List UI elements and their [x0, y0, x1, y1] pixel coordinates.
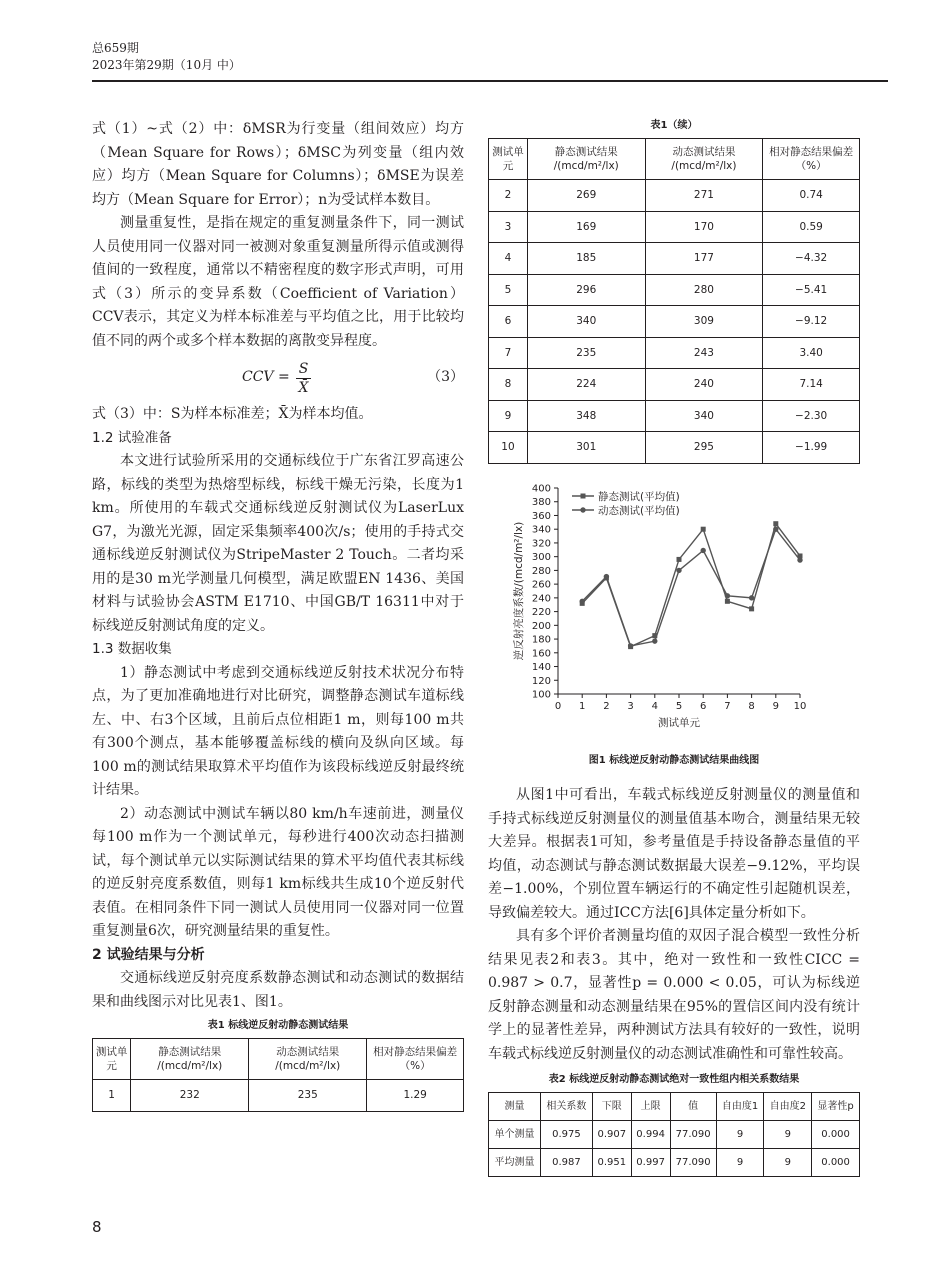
y-tick-label: 140 — [531, 661, 551, 673]
paragraph-formula-notes — [92, 118, 464, 212]
table-cell: 9 — [764, 1121, 812, 1149]
header-rule — [92, 80, 888, 82]
y-tick-label: 380 — [531, 496, 551, 508]
table-cell: 232 — [131, 1080, 249, 1112]
table2-caption: 表2 标线逆反射动静态测试绝对一致性组内相关系数结果 — [548, 1074, 800, 1085]
table-cell: 1 — [93, 1080, 131, 1112]
data-point-dynamic — [773, 526, 778, 531]
table-cell: 4 — [489, 243, 528, 275]
header-issue-date: 2023年第29期（10月 中） — [92, 58, 241, 72]
table-cell: 3.40 — [763, 337, 860, 369]
data-point-dynamic — [580, 598, 585, 603]
section-heading-2: 2 试验结果与分析 — [92, 946, 205, 963]
table-header-row — [489, 139, 860, 180]
table-row — [489, 369, 860, 401]
section-heading-1-2: 1.2 试验准备 — [92, 429, 172, 446]
table-cell: 243 — [645, 337, 763, 369]
left-column — [92, 118, 464, 1112]
table-row — [489, 211, 860, 243]
table-cell: 295 — [645, 432, 763, 464]
table-row — [489, 1149, 860, 1177]
table-cell: 0.59 — [763, 211, 860, 243]
line-chart — [488, 476, 860, 741]
x-tick-label: 1 — [579, 700, 586, 712]
data-point-dynamic — [604, 573, 609, 578]
table-cell: 177 — [645, 243, 763, 275]
table-header-unit: 测试单元 — [93, 1039, 131, 1080]
table-2 — [488, 1092, 860, 1177]
data-point-static — [725, 598, 730, 603]
x-tick-label: 9 — [772, 700, 779, 712]
table-cell: 0.987 — [540, 1149, 592, 1177]
y-tick-label: 300 — [531, 551, 551, 563]
legend-marker-circle — [580, 507, 585, 512]
table-cell: 185 — [527, 243, 645, 275]
table-cell: −2.30 — [763, 400, 860, 432]
x-tick-label: 6 — [700, 700, 707, 712]
series-line-1 — [582, 523, 800, 646]
page-number: 8 — [92, 1218, 102, 1236]
y-tick-label: 400 — [531, 483, 551, 494]
table-cell: 169 — [527, 211, 645, 243]
table-cell: 单个测量 — [489, 1121, 541, 1149]
paragraph-results-intro: 交通标线逆反射亮度系数静态测试和动态测试的数据结果和曲线图示对比见表1、图1。 — [92, 970, 464, 1010]
table-cell: 9 — [764, 1149, 812, 1177]
x-tick-label: 5 — [675, 700, 683, 712]
table-cell: 0.997 — [631, 1149, 670, 1177]
legend-marker-square — [581, 493, 586, 498]
y-tick-label: 160 — [531, 647, 551, 659]
table-cell: 280 — [645, 274, 763, 306]
table-row — [489, 1121, 860, 1149]
x-tick-label: 10 — [793, 700, 807, 712]
x-tick-label: 7 — [724, 700, 731, 712]
table-header-deviation: 相对静态结果偏差（%） — [763, 139, 860, 180]
table2-header-cell: 相关系数 — [540, 1093, 592, 1121]
table-cell: −4.32 — [763, 243, 860, 275]
table2-header-cell: 自由度1 — [716, 1093, 764, 1121]
table1-continued-caption: 表1（续） — [650, 120, 698, 131]
table-cell: 77.090 — [670, 1149, 716, 1177]
formula-numerator: S — [296, 360, 312, 379]
table1-caption: 表1 标线逆反射动静态测试结果 — [207, 1020, 349, 1031]
table-cell: 348 — [527, 400, 645, 432]
series-line-2 — [582, 529, 800, 646]
table-cell: 8 — [489, 369, 528, 401]
table2-header-cell: 显著性p — [812, 1093, 860, 1121]
table-cell: −5.41 — [763, 274, 860, 306]
table-cell: 3 — [489, 211, 528, 243]
table-cell: 5 — [489, 274, 528, 306]
table-row — [93, 1080, 464, 1112]
table-cell: 235 — [527, 337, 645, 369]
formula-3 — [92, 355, 464, 401]
y-tick-label: 240 — [531, 592, 551, 604]
table-cell: 240 — [645, 369, 763, 401]
formula-lhs: CCV = — [242, 369, 290, 386]
table-cell: 235 — [249, 1080, 367, 1112]
table-header-static: 静态测试结果 /(mcd/m²/lx) — [527, 139, 645, 180]
table-cell: 170 — [645, 211, 763, 243]
paragraph-repeatability: 测量重复性，是指在规定的重复测量条件下，同一测试人员使用同一仪器对同一被测对象重复测量所得示值或测得值间的一致程度，通常以不精密程度的数字形式声明，可用式（3）所示的变异系数（Coefficient of Variation）CCV表示，其定义为样本标准差与平均值之比，用于比较均值不同的两个或多个样本数据的离散变异程度。 — [92, 215, 464, 349]
table-row — [489, 306, 860, 338]
table2-header-cell: 值 — [670, 1093, 716, 1121]
x-tick-label: 4 — [651, 700, 658, 712]
table-cell: 0.907 — [592, 1121, 631, 1149]
table2-header-cell: 下限 — [592, 1093, 631, 1121]
table-cell: 1.29 — [367, 1080, 464, 1112]
table-cell: 0.000 — [812, 1121, 860, 1149]
table-cell: 271 — [645, 180, 763, 212]
y-tick-label: 220 — [531, 606, 551, 618]
figure1-caption: 图1 标线逆反射动静态测试结果曲线图 — [588, 755, 760, 766]
table-cell: −9.12 — [763, 306, 860, 338]
figure-1 — [488, 476, 860, 750]
section-heading-1-3: 1.3 数据收集 — [92, 641, 172, 657]
table-cell: 2 — [489, 180, 528, 212]
data-point-dynamic — [676, 567, 681, 572]
y-tick-label: 320 — [531, 537, 551, 549]
x-axis-title: 测试单元 — [658, 716, 700, 729]
table-cell: 0.994 — [631, 1121, 670, 1149]
table-1 — [92, 1038, 464, 1112]
table-cell: 9 — [716, 1149, 764, 1177]
header-issue-total: 总659期 — [92, 41, 139, 55]
y-tick-label: 120 — [531, 675, 551, 687]
paragraph-formula3-notes: 式（3）中：S为样本标准差；X̄为样本均值。 — [92, 406, 373, 422]
table-header-deviation: 相对静态结果偏差（%） — [367, 1039, 464, 1080]
table-row — [489, 432, 860, 464]
table-cell: 301 — [527, 432, 645, 464]
paragraph-dynamic-test: 2）动态测试中测试车辆以80 km/h车速前进，测量仪每100 m作为一个测试单元，每秒进行400次动态扫描测试，每个测试单元以实际测试结果的算术平均值代表其标线的逆反射亮度系数值，则每1 km标线共生成10个逆反射代表值。在相同条件下同一测试人员使用同一仪器对同一位置重复测量6次，研究测量结果的重复性。 — [92, 805, 464, 939]
data-point-static — [677, 556, 682, 561]
table-cell: 77.090 — [670, 1121, 716, 1149]
table-cell: 10 — [489, 432, 528, 464]
paragraph-preparation: 本文进行试验所采用的交通标线位于广东省江罗高速公路，标线的类型为热熔型标线，标线干燥无污染，长度为1 km。所使用的车载式交通标线逆反射测试仪为LaserLux G7，为激光光源，固定采集频率400次/s；使用的手持式交通标线逆反射测试仪为StripeMaster 2 Touch。二者均采用的是30 m光学测量几何模型，满足欧盟EN 1436、美国材料与试验协会ASTM E1710、中国GB/T 16311中对于标线逆反射测试角度的定义。 — [92, 453, 464, 634]
legend-label: 静态测试(平均值) — [598, 490, 680, 503]
table-cell: 269 — [527, 180, 645, 212]
x-tick-label: 3 — [627, 700, 634, 712]
table2-header-cell: 测量 — [489, 1093, 541, 1121]
y-axis-title: 逆反射亮度系数/(mcd/m²/lx) — [513, 521, 525, 660]
paragraph-figure-analysis: 从图1中可看出，车载式标线逆反射测量仪的测量值和手持式标线逆反射测量仪的测量值基本吻合，测量结果无较大差异。根据表1可知，参考量值是手持设备静态量值的平均值，动态测试与静态测试数据最大误差−9.12%，平均误差−1.00%，个别位置车辆运行的不确定性引起随机误差，导致偏差较大。通过ICC方法[6]具体定量分析如下。 — [488, 787, 860, 921]
x-tick-label: 2 — [603, 700, 610, 712]
table-header-static: 静态测试结果 /(mcd/m²/lx) — [131, 1039, 249, 1080]
data-point-dynamic — [701, 547, 706, 552]
x-tick-label: 8 — [748, 700, 755, 712]
data-point-dynamic — [797, 557, 802, 562]
running-header — [92, 40, 241, 74]
table-cell: 340 — [527, 306, 645, 338]
table-row — [489, 400, 860, 432]
table-cell: −1.99 — [763, 432, 860, 464]
table-cell: 6 — [489, 306, 528, 338]
table-row — [489, 243, 860, 275]
y-tick-label: 360 — [531, 510, 551, 522]
table-row — [489, 274, 860, 306]
table-row — [489, 337, 860, 369]
table-header-row — [93, 1039, 464, 1080]
table-row — [489, 180, 860, 212]
table-header-dynamic: 动态测试结果 /(mcd/m²/lx) — [645, 139, 763, 180]
table-cell: 309 — [645, 306, 763, 338]
data-point-static — [701, 526, 706, 531]
legend-label: 动态测试(平均值) — [598, 504, 680, 517]
table2-header-cell: 上限 — [631, 1093, 670, 1121]
data-point-static — [749, 606, 754, 611]
table-header-unit: 测试单元 — [489, 139, 528, 180]
table-1-continued — [488, 138, 860, 464]
table-cell: 7.14 — [763, 369, 860, 401]
table-cell: 9 — [716, 1121, 764, 1149]
table-cell: 224 — [527, 369, 645, 401]
table-cell: 340 — [645, 400, 763, 432]
table-cell: 平均测量 — [489, 1149, 541, 1177]
table2-header-cell: 自由度2 — [764, 1093, 812, 1121]
table-cell: 0.000 — [812, 1149, 860, 1177]
y-tick-label: 340 — [531, 524, 551, 536]
data-point-dynamic — [749, 595, 754, 600]
table-cell: 0.975 — [540, 1121, 592, 1149]
y-tick-label: 100 — [531, 689, 551, 700]
right-column — [488, 118, 860, 1177]
paragraph-icc-analysis: 具有多个评价者测量均值的双因子混合模型一致性分析结果见表2和表3。其中，绝对一致性和一致性CICC = 0.987 > 0.7，显著性p = 0.000 < 0.05，可认为标线逆反射静态测量和动态测量结果在95%的置信区间内没有统计学上的显著性差异，两种测试方法具有较好的一致性，说明车载式标线逆反射测量仪的动态测试准确性和可靠性较高。 — [488, 928, 860, 1062]
y-tick-label: 180 — [531, 634, 551, 646]
table-cell: 0.951 — [592, 1149, 631, 1177]
y-tick-label: 200 — [531, 620, 551, 632]
formula-number: （3） — [427, 369, 464, 386]
table-cell: 0.74 — [763, 180, 860, 212]
data-point-dynamic — [628, 643, 633, 648]
data-point-static — [773, 521, 778, 526]
formula-denominator: X̄ — [298, 379, 309, 396]
table-header-row — [489, 1093, 860, 1121]
y-tick-label: 280 — [531, 565, 551, 577]
table-cell: 296 — [527, 274, 645, 306]
y-tick-label: 260 — [531, 579, 551, 591]
paragraph-static-test: 1）静态测试中考虑到交通标线逆反射技术状况分布特点，为了更加准确地进行对比研究，调整静态测试车道标线左、中、右3个区域，且前后点位相距1 m，则每100 m共有300个测点，基本能够覆盖标线的横向及纵向区域。每100 m的测试结果取算术平均值作为该段标线逆反射最终统计结果。 — [92, 664, 464, 798]
table-cell: 9 — [489, 400, 528, 432]
table-cell: 7 — [489, 337, 528, 369]
table-header-dynamic: 动态测试结果 /(mcd/m²/lx) — [249, 1039, 367, 1080]
data-point-dynamic — [725, 593, 730, 598]
data-point-dynamic — [652, 638, 657, 643]
x-tick-label: 0 — [554, 700, 562, 712]
formula-notes-text: 式（1）~式（2）中：δMSR为行变量（组间效应）均方（Mean Square for Rows）；δMSC为列变量（组内效应）均方（Mean Square for Columns）；δMSE为误差均方（Mean Square for Error）；n为受试样本数目。 — [92, 121, 464, 208]
